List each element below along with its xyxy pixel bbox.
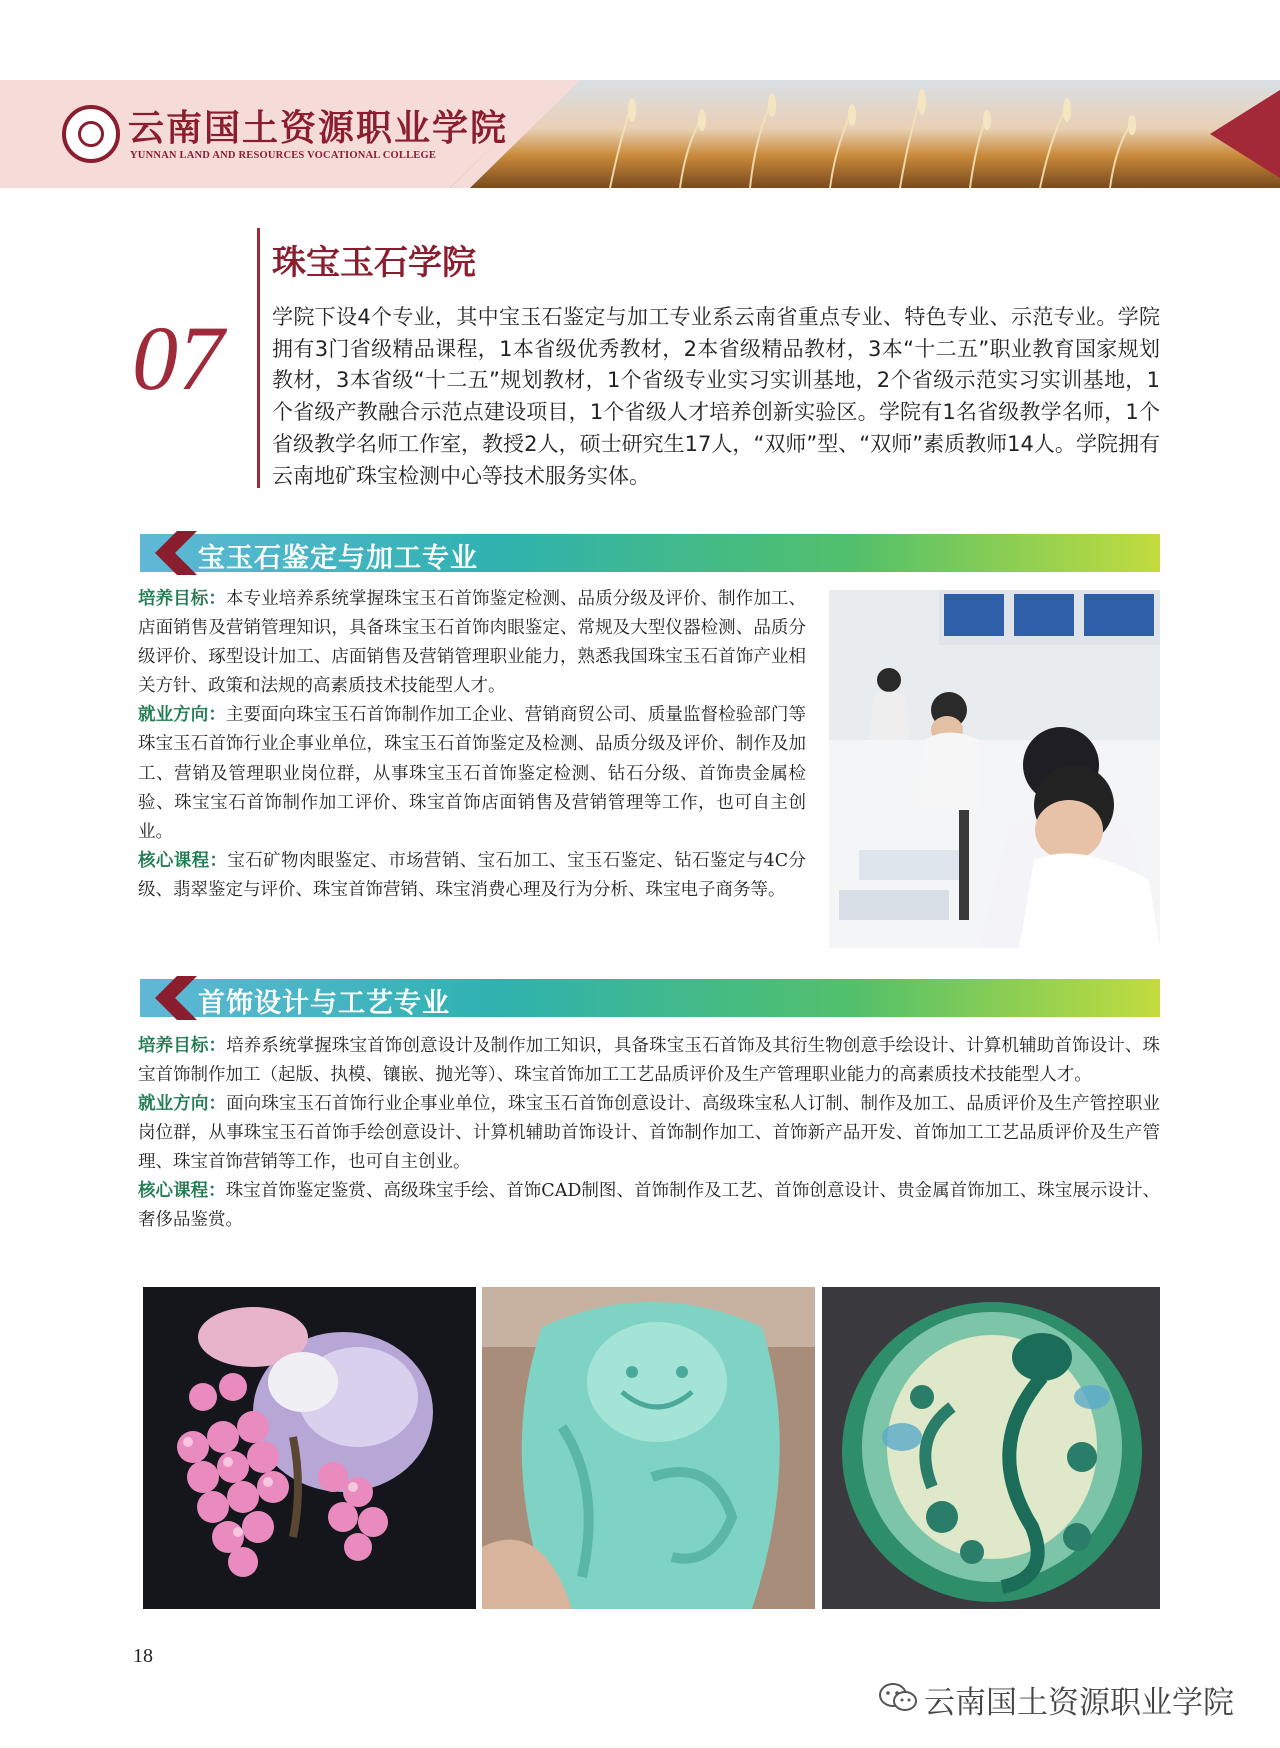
wechat-icon (878, 1682, 918, 1714)
major1-title: 宝玉石鉴定与加工专业 (198, 543, 478, 574)
major1-goal-text: 本专业培养系统掌握珠宝玉石首饰鉴定检测、品质分级及评价、制作加工、店面销售及营销管理知识，具备珠宝玉石首饰肉眼鉴定、常规及大型仪器检测、品质分级评价、琢型设计加工、店面销售及营销管理职业能力，熟悉我国珠宝玉石首饰产业相关方针、政策和法规的高素质技术技能型人才。 (138, 589, 806, 697)
wechat-watermark (878, 1676, 1238, 1720)
page-number: 18 (133, 1645, 153, 1667)
intro-paragraph: 学院下设4个专业，其中宝玉石鉴定与加工专业系云南省重点专业、特色专业、示范专业。学院拥有3门省级精品课程，1本省级优秀教材，2本省级精品教材，3本“十二五”职业教育国家规划教材，3本省级“十二五”规划教材，1个省级专业实习实训基地，2个省级示范实习实训基地，1个省级产教融合示范点建设项目，1个省级人才培养创新实验区。学院有1名省级教学名师，1个省级教学名师工作室，教授2人，硕士研究生17人，“双师”型、“双师”素质教师14人。学院拥有云南地矿珠宝检测中心等技术服务实体。 (272, 305, 1160, 488)
college-logo-seal (62, 105, 120, 163)
chevron-left-icon (155, 531, 201, 575)
major2-goal-label: 培养目标： (138, 1036, 227, 1056)
major2-description (138, 1032, 1160, 1235)
major1-career-label: 就业方向： (138, 705, 226, 726)
major2-course-label: 核心课程： (138, 1181, 226, 1201)
major2-career-text: 面向珠宝玉石首饰行业企事业单位，珠宝玉石首饰创意设计、高级珠宝私人订制、制作及加工、品质评价及生产管控职业岗位群，从事珠宝玉石首饰手绘创意设计、计算机辅助首饰设计、首饰制作加工、首饰新产品开发、首饰加工工艺品质评价及生产管理、珠宝首饰营销等工作，也可自主创业。 (138, 1094, 1161, 1172)
major1-career-text: 主要面向珠宝玉石首饰制作加工企业、营销商贸公司、质量监督检验部门等珠宝玉石首饰行业企事业单位，珠宝玉石首饰鉴定及检测、品质分级及评价、制作及加工、营销及管理职业岗位群，从事珠宝玉石首饰鉴定检测、钻石分级、首饰贵金属检验、珠宝宝石首饰制作加工评价、珠宝首饰店面销售及营销管理等工作，也可自主创业。 (138, 705, 806, 842)
major1-description (138, 585, 806, 905)
major1-course-label: 核心课程： (138, 850, 228, 871)
grass-field-photo (450, 80, 1280, 188)
intro-accent-line (257, 228, 260, 488)
jade-buddha-carving-photo (482, 1287, 815, 1609)
major2-title: 首饰设计与工艺专业 (198, 988, 450, 1019)
grape-jewelry-painting (143, 1287, 476, 1609)
major2-course-text: 珠宝首饰鉴定鉴赏、高级珠宝手绘、首饰CAD制图、首饰制作及工艺、首饰创意设计、贵金属首饰加工、珠宝展示设计、奢侈品鉴赏。 (138, 1181, 1161, 1230)
green-jade-pendant-painting (822, 1287, 1160, 1609)
college-logo-name: 云南国土资源职业学院 (128, 107, 509, 149)
watermark-text: 云南国土资源职业学院 (924, 1685, 1234, 1721)
lab-students-photo (829, 590, 1160, 948)
major2-goal-text: 培养系统掌握珠宝首饰创意设计及制作加工知识，具备珠宝玉石首饰及其衍生物创意手绘设计、计算机辅助首饰设计、珠宝首饰制作加工（起版、执模、镶嵌、抛光等）、珠宝首饰加工工艺品质评价及生产管理职业能力的高素质技术技能型人才。 (138, 1036, 1161, 1085)
major1-course-text: 宝石矿物肉眼鉴定、市场营销、宝石加工、宝玉石鉴定、钻石鉴定与4C分级、翡翠鉴定与评价、珠宝首饰营销、珠宝消费心理及行为分析、珠宝电子商务等。 (138, 850, 806, 900)
chapter-number: 07 (132, 307, 224, 409)
chevron-left-icon (155, 976, 201, 1020)
major1-goal-label: 培养目标： (138, 589, 226, 609)
section-title: 珠宝玉石学院 (272, 243, 476, 283)
college-logo-english: YUNNAN LAND AND RESOURCES VOCATIONAL COLLEGE (130, 150, 437, 161)
major2-career-label: 就业方向： (138, 1094, 227, 1114)
